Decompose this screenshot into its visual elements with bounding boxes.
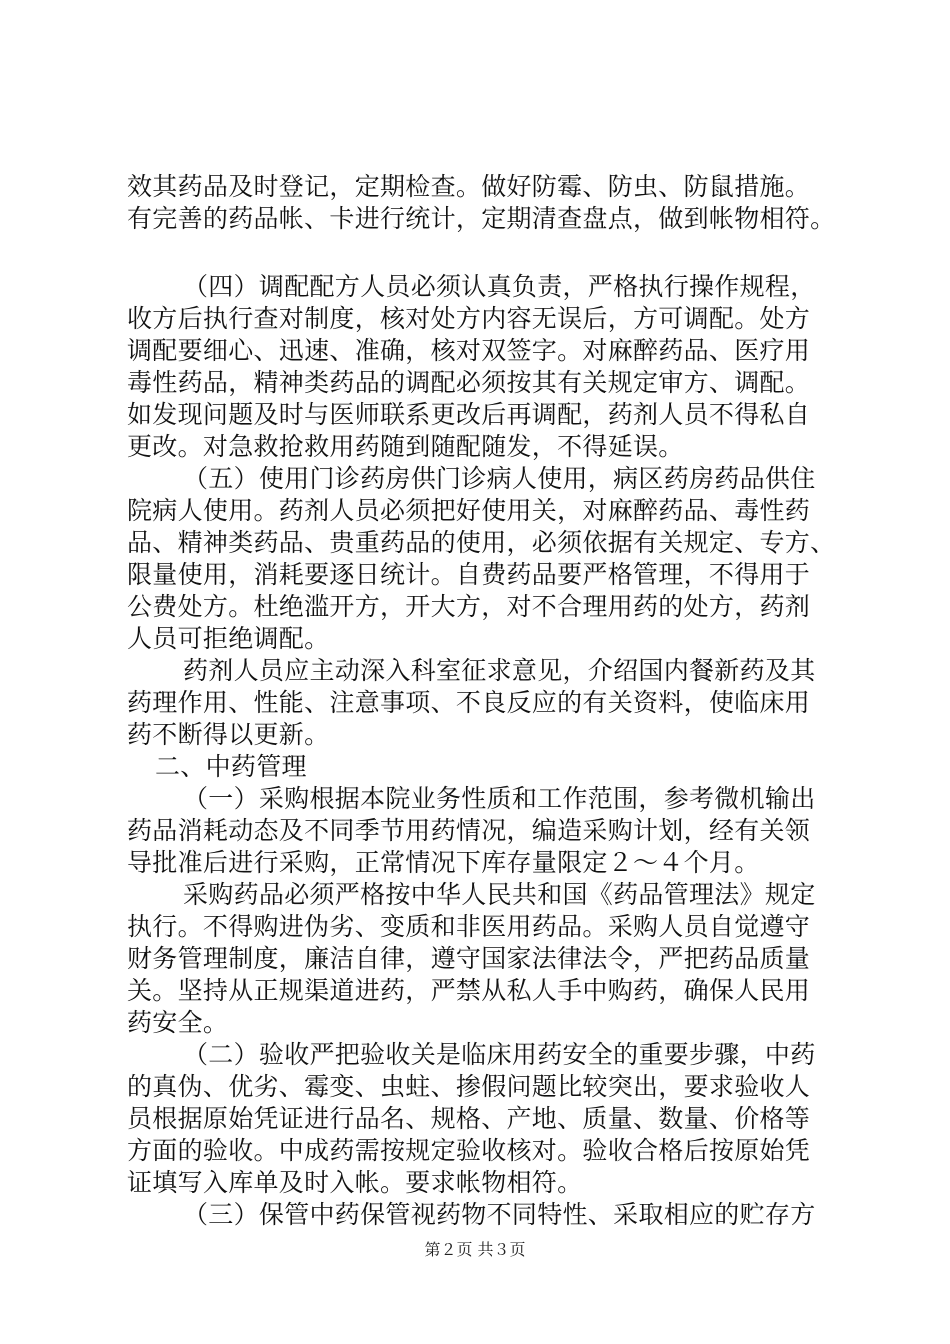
text-line: 收方后执行查对制度，核对处方内容无误后，方可调配。处方 xyxy=(127,304,811,333)
text-line: 如发现问题及时与医师联系更改后再调配，药剂人员不得私自 xyxy=(127,400,811,429)
text-line: 更改。对急救抢救用药随到随配随发，不得延误。 xyxy=(127,432,684,461)
text-line: 公费处方。杜绝滥开方，开大方，对不合理用药的处方，药剂 xyxy=(127,592,811,621)
text-line: 证填写入库单及时入帐。要求帐物相符。 xyxy=(127,1168,583,1197)
paragraph-gap xyxy=(127,235,847,271)
text-line: （一）采购根据本院业务性质和工作范围，参考微机输出 xyxy=(183,784,816,813)
text-line: （五）使用门诊药房供门诊病人使用，病区药房药品供住 xyxy=(183,464,816,493)
text-line: 院病人使用。药剂人员必须把好使用关，对麻醉药品、毒性药 xyxy=(127,496,811,525)
section-heading-text: 二、中药管理 xyxy=(155,752,307,781)
text-line: 效其药品及时登记，定期检查。做好防霉、防虫、防鼠措施。 xyxy=(127,172,811,201)
page-footer: 第２页 共３页 xyxy=(424,1240,526,1259)
paragraph-7 xyxy=(127,879,847,1039)
text-line: 药剂人员应主动深入科室征求意见，介绍国内餐新药及其 xyxy=(183,656,816,685)
text-line: 药理作用、性能、注意事项、不良反应的有关资料，使临床用 xyxy=(127,688,811,717)
text-line: 药安全。 xyxy=(127,1008,229,1037)
text-line: 人员可拒绝调配。 xyxy=(127,624,330,653)
paragraph-6 xyxy=(127,783,847,879)
text-line: 限量使用，消耗要逐日统计。自费药品要严格管理，不得用于 xyxy=(127,560,811,589)
text-line: （三）保管中药保管视药物不同特性、采取相应的贮存方 xyxy=(183,1200,816,1229)
text-line: 的真伪、优劣、霉变、虫蛀、掺假问题比较突出，要求验收人 xyxy=(127,1072,811,1101)
text-line: 关。坚持从正规渠道进药，严禁从私人手中购药，确保人民用 xyxy=(127,976,811,1005)
text-line: 药品消耗动态及不同季节用药情况，编造采购计划，经有关领 xyxy=(127,816,811,845)
text-line: 执行。不得购进伪劣、变质和非医用药品。采购人员自觉遵守 xyxy=(127,912,811,941)
text-line: （四）调配配方人员必须认真负责，严格执行操作规程， xyxy=(183,272,816,301)
text-line: 财务管理制度，廉洁自律，遵守国家法律法令，严把药品质量 xyxy=(127,944,811,973)
text-line: 员根据原始凭证进行品名、规格、产地、质量、数量、价格等 xyxy=(127,1104,811,1133)
document-body xyxy=(127,171,847,1231)
section-heading xyxy=(127,751,847,783)
text-line: 毒性药品，精神类药品的调配必须按其有关规定审方、调配。 xyxy=(127,368,811,397)
text-line: 药不断得以更新。 xyxy=(127,720,330,749)
text-line: 品、精神类药品、贵重药品的使用，必须依据有关规定、专方、 xyxy=(127,528,836,557)
text-line: （二）验收严把验收关是临床用药安全的重要步骤，中药 xyxy=(183,1040,816,1069)
text-line: 导批准后进行采购，正常情况下库存量限定２～４个月。 xyxy=(127,848,760,877)
text-line: 采购药品必须严格按中华人民共和国《药品管理法》规定 xyxy=(183,880,816,909)
paragraph-8 xyxy=(127,1039,847,1199)
paragraph-2 xyxy=(127,271,847,463)
paragraph-1 xyxy=(127,171,847,235)
paragraph-4 xyxy=(127,655,847,751)
text-line: 方面的验收。中成药需按规定验收核对。验收合格后按原始凭 xyxy=(127,1136,811,1165)
paragraph-9 xyxy=(127,1199,847,1231)
text-line: 有完善的药品帐、卡进行统计，定期清查盘点，做到帐物相符。 xyxy=(127,204,836,233)
text-line: 调配要细心、迅速、准确，核对双签字。对麻醉药品、医疗用 xyxy=(127,336,811,365)
paragraph-3 xyxy=(127,463,847,655)
